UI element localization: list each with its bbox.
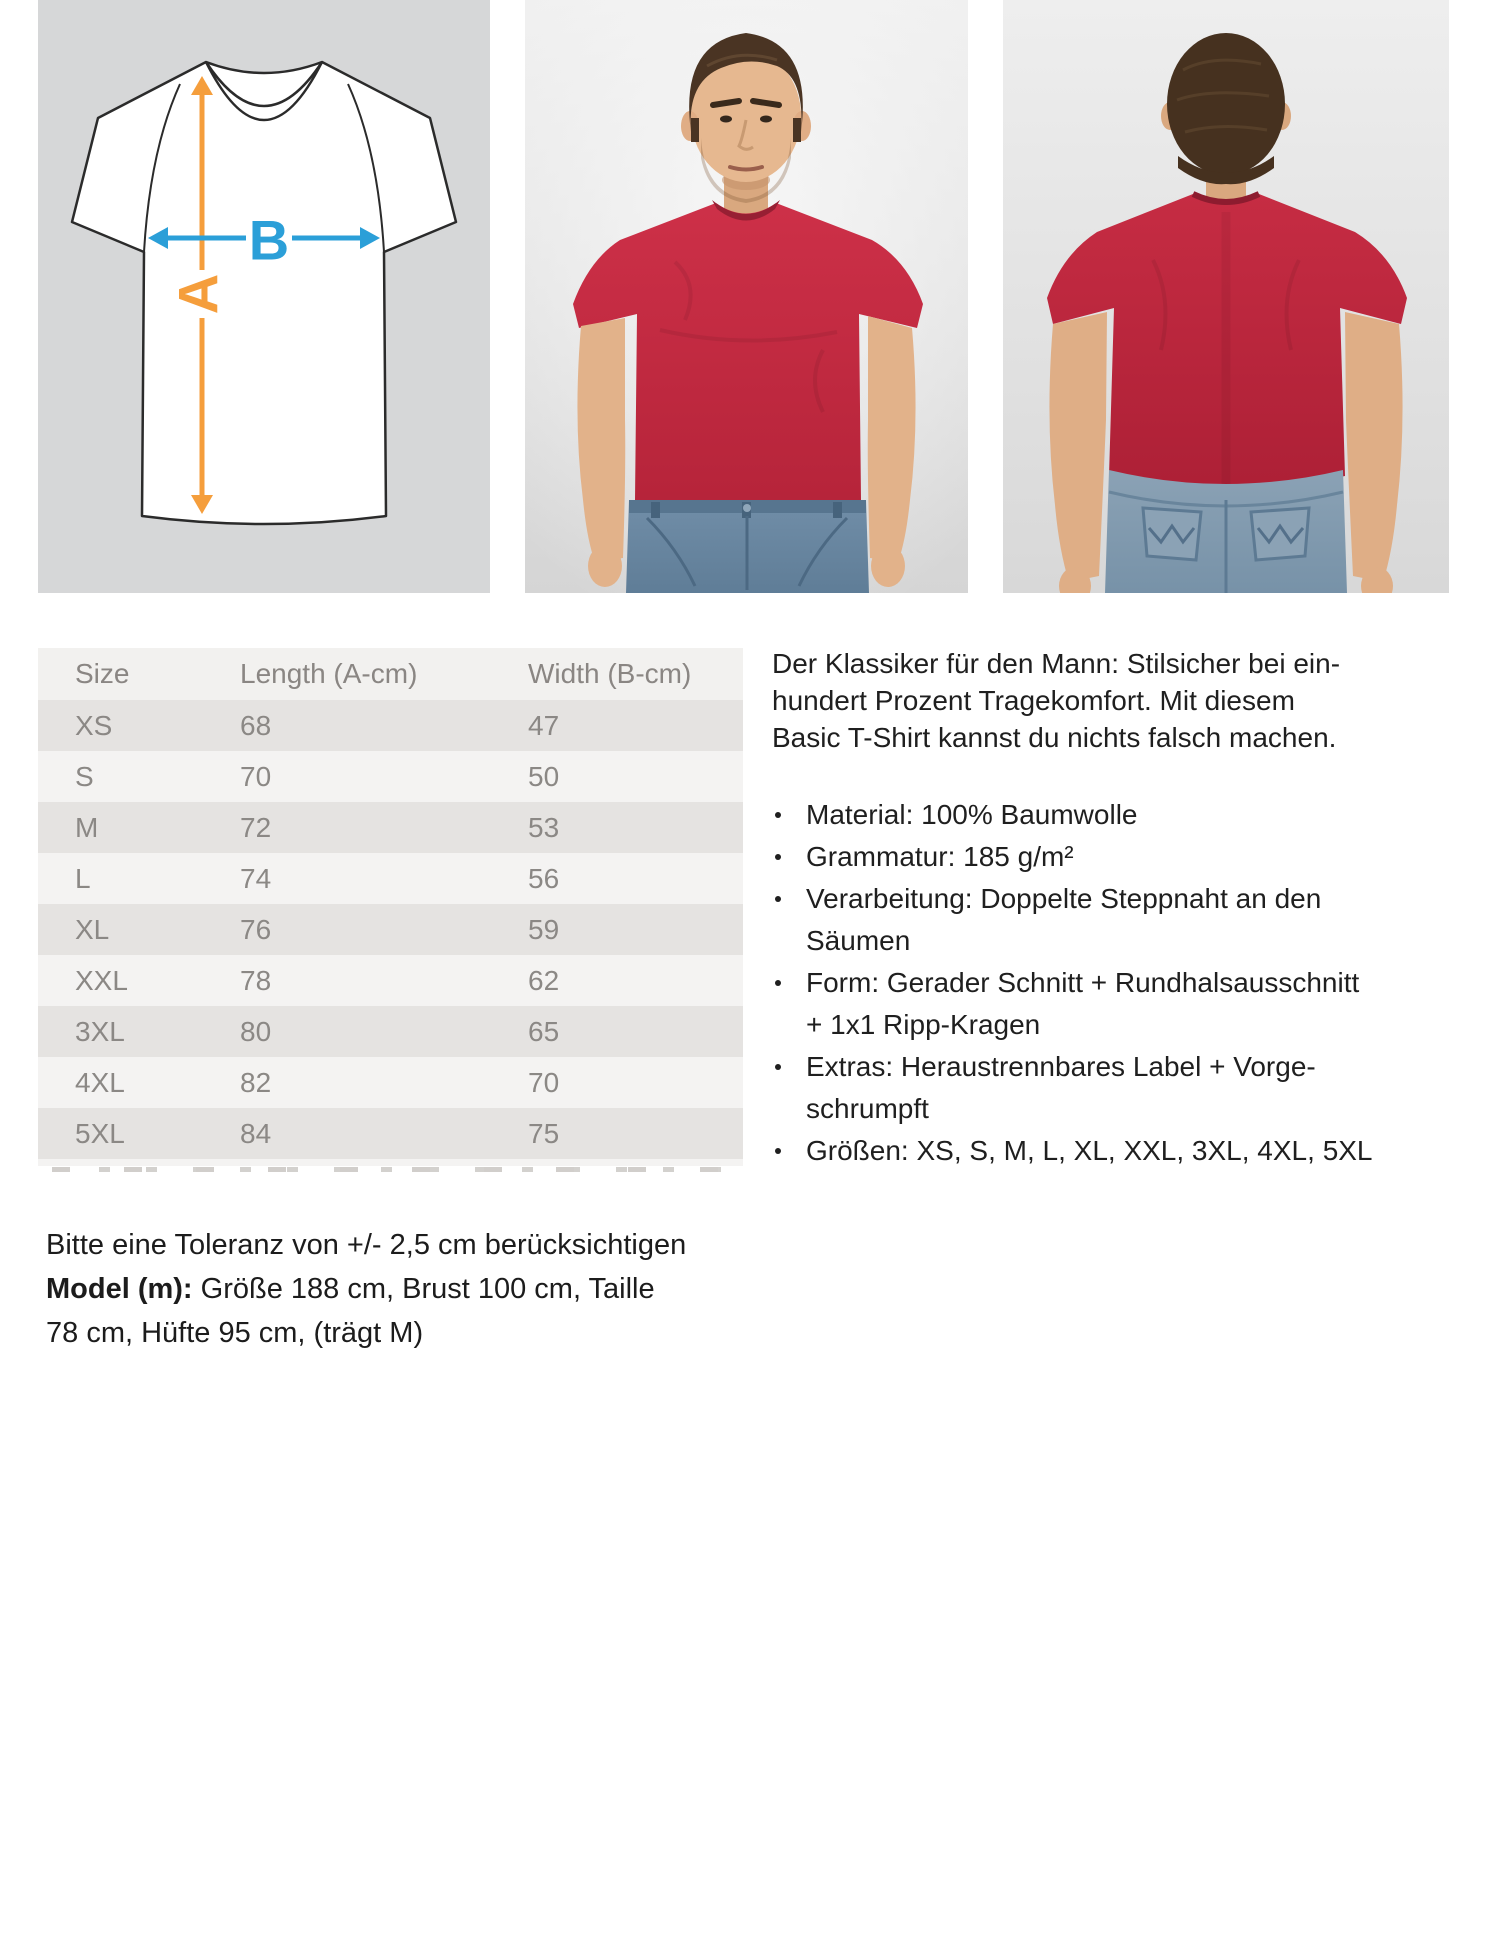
bullet-icon <box>775 854 781 860</box>
tolerance-note: Bitte eine Toleranz von +/- 2,5 cm berücksichtigen <box>46 1229 687 1261</box>
table-row <box>38 904 743 955</box>
product-photo-back <box>1003 0 1449 593</box>
cell-length: 76 <box>240 913 272 945</box>
feature-line: Säumen <box>806 925 911 956</box>
feature-item-groessen <box>772 1130 1452 1172</box>
table-row <box>38 853 743 904</box>
feature-item-grammatur <box>772 836 1452 878</box>
feature-line: Extras: Heraustrennbares Label + Vorge- <box>806 1051 1316 1082</box>
cell-size: XXL <box>75 964 128 996</box>
cell-size: 5XL <box>75 1117 125 1149</box>
table-row <box>38 751 743 802</box>
feature-item-verarbeitung <box>772 878 1452 962</box>
cell-width: 53 <box>528 811 560 843</box>
description-line: Basic T-Shirt kannst du nichts falsch machen. <box>772 722 1337 753</box>
cell-width: 62 <box>528 964 560 996</box>
cell-width: 70 <box>528 1066 560 1098</box>
model-back-illustration <box>1003 0 1449 593</box>
header-cell-size: Size <box>75 658 130 689</box>
table-row <box>38 1057 743 1108</box>
model-info-line1 <box>46 1267 686 1311</box>
cell-size: M <box>75 811 99 843</box>
feature-line: Größen: XS, S, M, L, XL, XXL, 3XL, 4XL, 5XL <box>806 1135 1373 1166</box>
product-description <box>772 645 1452 1172</box>
table-row <box>38 700 743 751</box>
model-info-line2: 78 cm, Hüfte 95 cm, (trägt M) <box>46 1317 424 1349</box>
cell-width: 47 <box>528 709 560 741</box>
description-line: Der Klassiker für den Mann: Stilsicher bei ein- <box>772 648 1341 679</box>
model-text: Größe 188 cm, Brust 100 cm, Taille <box>192 1273 655 1305</box>
table-row <box>38 1006 743 1057</box>
model-front-illustration <box>525 0 968 593</box>
cell-length: 68 <box>240 709 272 741</box>
model-label: Model (m): <box>46 1273 193 1305</box>
feature-item-extras <box>772 1046 1452 1130</box>
feature-line: Material: 100% Baumwolle <box>806 799 1138 830</box>
header-cell-length: Length (A-cm) <box>240 658 418 689</box>
label-b: B <box>248 208 290 272</box>
feature-line: schrumpft <box>806 1093 929 1124</box>
table-row <box>38 955 743 1006</box>
cell-length: 72 <box>240 811 272 843</box>
feature-item-material <box>772 794 1452 836</box>
bullet-icon <box>775 1148 781 1154</box>
cell-length: 74 <box>240 862 272 894</box>
measurement-notes <box>46 1223 686 1355</box>
cell-size: 3XL <box>75 1015 125 1047</box>
feature-line: Verarbeitung: Doppelte Steppnaht an den <box>806 883 1322 914</box>
cell-length: 78 <box>240 964 272 996</box>
tshirt-outline <box>72 62 456 524</box>
cell-width: 50 <box>528 760 560 792</box>
table-row <box>38 1108 743 1159</box>
size-diagram-image <box>38 0 490 593</box>
cell-width: 56 <box>528 862 560 894</box>
cell-width: 65 <box>528 1015 560 1047</box>
cell-size: XL <box>75 913 110 945</box>
clipped-row-artifact <box>38 1159 743 1175</box>
cell-width: 75 <box>528 1117 560 1149</box>
cell-length: 84 <box>240 1117 272 1149</box>
tshirt-measurement-illustration <box>38 0 490 593</box>
bullet-icon <box>775 1064 781 1070</box>
bullet-icon <box>775 812 781 818</box>
label-a: A <box>166 273 230 315</box>
table-row <box>38 802 743 853</box>
size-chart-header-row <box>38 648 743 700</box>
cell-length: 82 <box>240 1066 272 1098</box>
cell-size: 4XL <box>75 1066 125 1098</box>
feature-list <box>772 794 1452 1172</box>
hair-back <box>1167 33 1285 175</box>
description-line: hundert Prozent Tragekomfort. Mit diesem <box>772 685 1295 716</box>
cell-length: 80 <box>240 1015 272 1047</box>
feature-line: + 1x1 Ripp-Kragen <box>806 1009 1041 1040</box>
header-cell-width: Width (B-cm) <box>528 658 692 689</box>
bullet-icon <box>775 980 781 986</box>
feature-item-form <box>772 962 1452 1046</box>
bullet-icon <box>775 896 781 902</box>
feature-line: Form: Gerader Schnitt + Rundhalsausschnitt <box>806 967 1360 998</box>
cell-size: XS <box>75 709 113 741</box>
product-photo-front <box>525 0 968 593</box>
feature-line: Grammatur: 185 g/m² <box>806 841 1074 872</box>
size-chart-table <box>38 648 743 1175</box>
cell-length: 70 <box>240 760 272 792</box>
cell-size: S <box>75 760 94 792</box>
cell-width: 59 <box>528 913 560 945</box>
cell-size: L <box>75 862 91 894</box>
